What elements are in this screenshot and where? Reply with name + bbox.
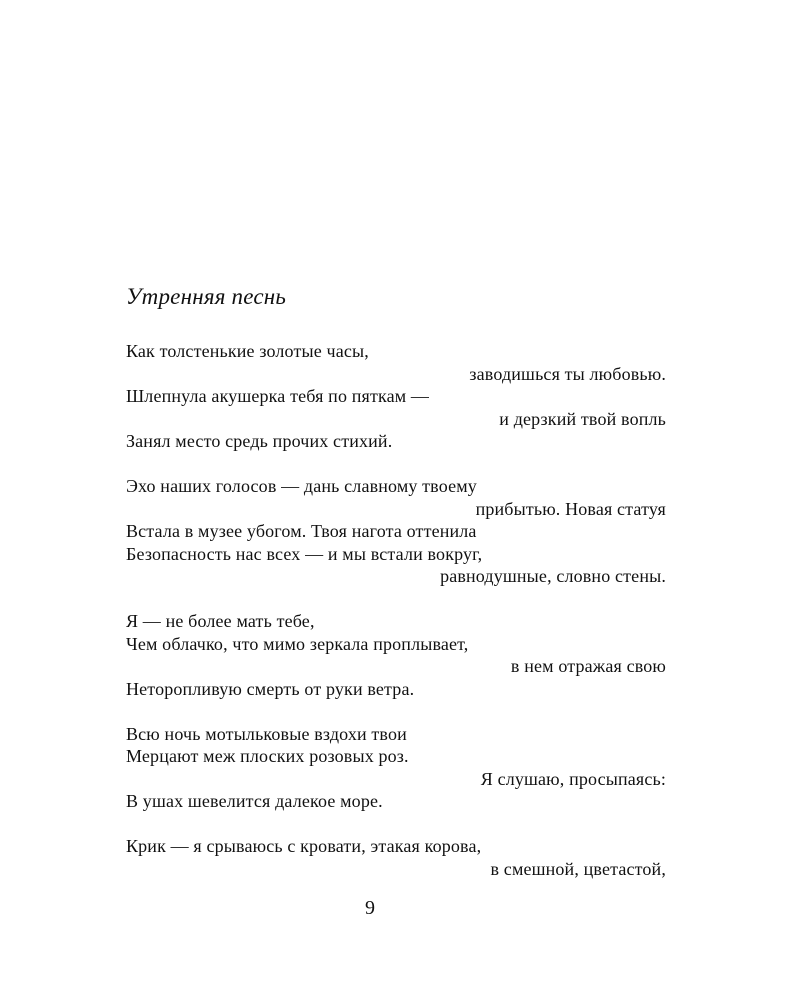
poem-line: равнодушные, словно стены.: [440, 566, 666, 586]
page-number: 9: [365, 897, 375, 919]
poem-body: [126, 340, 666, 903]
poem-line: Всю ночь мотыльковые вздохи твои: [126, 723, 407, 744]
poem-line: и дерзкий твой вопль: [499, 408, 666, 429]
poem-line: Встала в музее убогом. Твоя нагота оттенила: [126, 521, 477, 541]
poem-line: Неторопливую смерть от руки ветра.: [126, 678, 415, 699]
poem-line: Я — не более мать тебе,: [126, 611, 315, 631]
stanza: [126, 610, 666, 700]
poem-line: Крик — я срываюсь с кровати, этакая корова,: [126, 836, 482, 856]
poem-line: В ушах шевелится далекое море.: [126, 791, 383, 811]
poem-line: Безопасность нас всех — и мы встали вокруг,: [126, 543, 483, 564]
poem-line: заводишься ты любовью.: [469, 363, 666, 384]
poem-title: Утренняя песнь: [126, 284, 287, 309]
poem-line: Шлепнула акушерка тебя по пяткам —: [126, 386, 430, 406]
poem-line: Как толстенькие золотые часы,: [126, 341, 369, 361]
poem-line: Я слушаю, просыпаясь:: [480, 768, 666, 789]
stanza: [126, 835, 666, 880]
poem-line: Чем облачко, что мимо зеркала проплывает,: [126, 633, 469, 654]
stanza: [126, 340, 666, 453]
poem-line: в смешной, цветастой,: [490, 858, 666, 879]
poem-line: Мерцают меж плоских розовых роз.: [126, 746, 409, 766]
poem-line: в нем отражая свою: [510, 656, 666, 676]
stanza: [126, 475, 666, 588]
poem-line: Эхо наших голосов — дань славному твоему: [126, 476, 477, 496]
poem-line: прибытью. Новая статуя: [475, 498, 666, 519]
stanza: [126, 723, 666, 813]
poem-line: Занял место средь прочих стихий.: [126, 431, 393, 451]
